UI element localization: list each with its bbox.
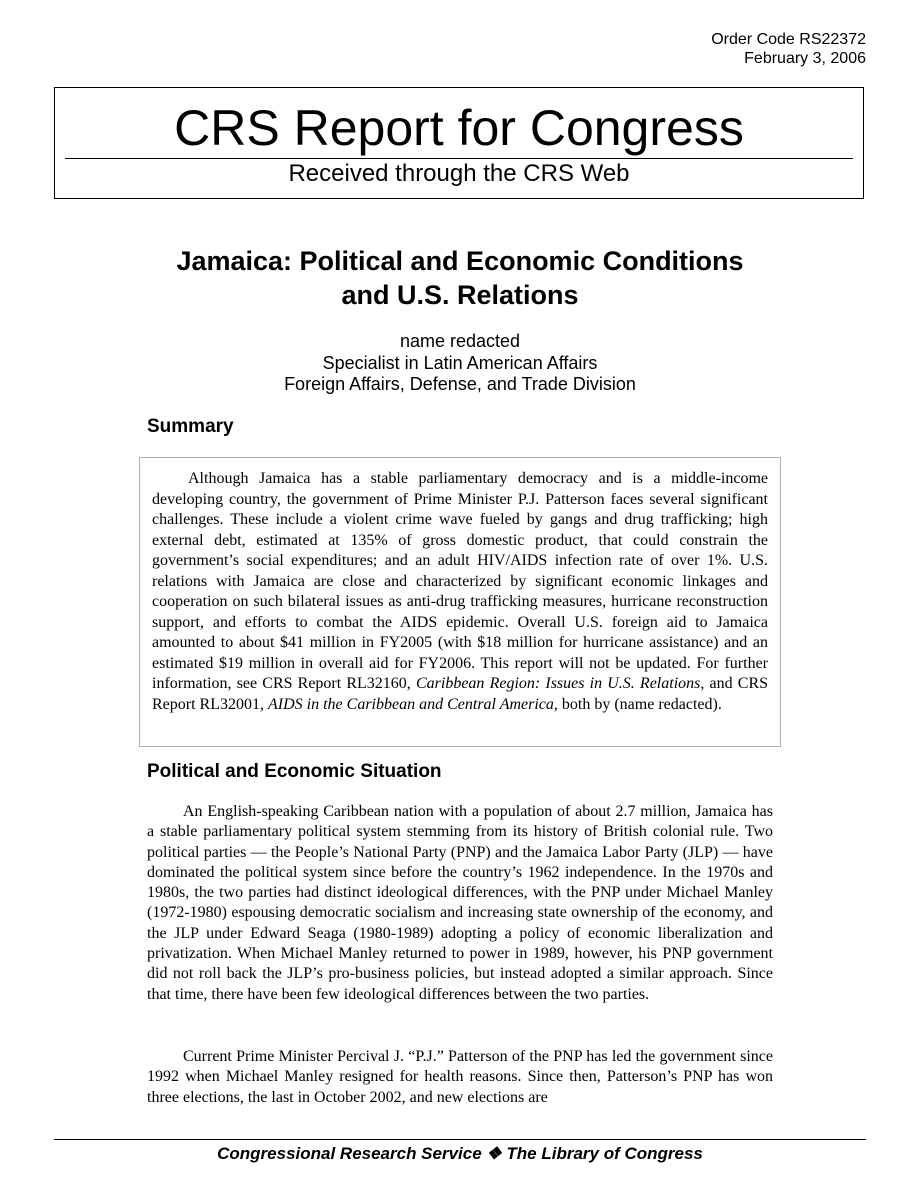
crs-banner (54, 87, 864, 199)
section-paragraph-1: An English-speaking Caribbean nation with a population of about 2.7 million, Jamaica has a stable parliamentary political system stemming from its history of British colonial rule. Two political parties — the People’s National Party (PNP) and the Jamaica Labor Party (JLP) — have dominated the political system since before the country’s 1962 independence. In the 1970s and 1980s, the two parties had distinct ideological differences, with the PNP under Michael Manley (1972-1980) espousing democratic socialism and increasing state ownership of the economy, and the JLP under Edward Seaga (1980-1989) adopting a policy of economic liberalization and privatization. When Michael Manley returned to power in 1989, however, his PNP government did not roll back the JLP’s pro-business policies, but instead adopted a similar approach. Since that time, there have been few ideological differences between the two parties. (147, 803, 773, 1003)
document-title (100, 244, 820, 312)
banner-rule (65, 158, 853, 159)
summary-text-b: , and CRS Report RL32001, (152, 675, 769, 713)
summary-text (152, 469, 768, 715)
author-title: Specialist in Latin American Affairs (322, 352, 598, 373)
footer-right: The Library of Congress (506, 1144, 703, 1163)
summary-heading: Summary (147, 416, 234, 437)
document-title-line1: Jamaica: Political and Economic Conditions (176, 246, 744, 276)
order-code-block (711, 30, 866, 68)
author-name: name redacted (399, 331, 521, 351)
section-heading: Political and Economic Situation (147, 761, 442, 782)
report-date: February 3, 2006 (744, 50, 866, 67)
author-division: Foreign Affairs, Defense, and Trade Division (284, 374, 636, 394)
author-block (100, 331, 820, 396)
footer-left: Congressional Research Service (217, 1144, 482, 1163)
section-paragraph-2: Current Prime Minister Percival J. “P.J.” Patterson of the PNP has led the government since 1992 when Michael Manley resigned for health reasons. Since then, Patterson’s PNP has won three elections, the last in October 2002, and new elections are (147, 1048, 773, 1106)
order-code: Order Code RS22372 (711, 31, 866, 48)
summary-text-c: , both by (name redacted). (553, 695, 722, 713)
summary-text-a: Although Jamaica has a stable parliamentary democracy and is a middle-income developing country, the government of Prime Minister P.J. Patterson faces several significant challenges. These include a violent crime wave fueled by gangs and drug trafficking; high external debt, estimated at 135% of gross domestic product, that could constrain the government’s social expenditures; and an adult HIV/AIDS infection rate of over 1%. U.S. relations with Jamaica are close and characterized by significant economic linkages and cooperation on such bilateral issues as anti-drug trafficking measures, hurricane reconstruction support, and efforts to combat the AIDS epidemic. Overall U.S. foreign aid to Jamaica amounted to about $41 million in FY2005 (with $18 million for hurricane assistance) and an estimated $19 million in overall aid for FY2006. This report will not be updated. For further information, see CRS Report RL32160, (152, 470, 768, 692)
banner-subtitle: Received through the CRS Web (288, 160, 630, 187)
footer (0, 1143, 920, 1165)
summary-ref1: Caribbean Region: Issues in U.S. Relations (415, 675, 701, 692)
footer-separator-icon: ❖ (486, 1144, 502, 1163)
summary-ref2: AIDS in the Caribbean and Central America (268, 695, 554, 713)
footer-rule (54, 1139, 866, 1140)
document-title-line2: and U.S. Relations (341, 280, 579, 310)
summary-box (139, 457, 781, 747)
banner-title: CRS Report for Congress (174, 100, 744, 156)
